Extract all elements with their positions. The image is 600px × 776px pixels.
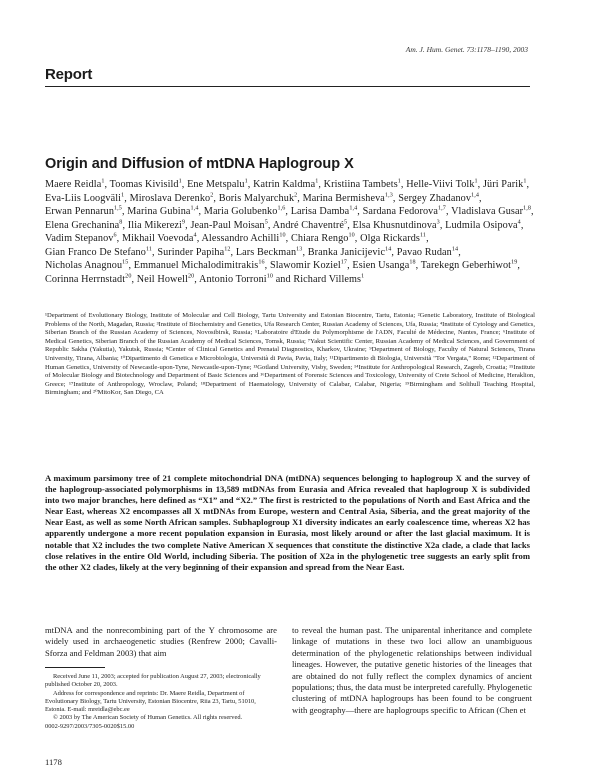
author-name: Esien Usanga$^{18}$, (352, 259, 419, 271)
author-affiliation-marker: 1,4 (349, 205, 358, 212)
author-affiliation-marker: 1,6 (277, 205, 286, 212)
author-name: Toomas Kivisild$^1$, (109, 178, 185, 190)
header-rule (45, 86, 530, 87)
author-affiliation-marker: 1,7 (438, 205, 446, 212)
author-affiliation-marker: 9 (181, 219, 186, 226)
author-affiliation-marker: 2 (210, 192, 214, 199)
author-affiliation-marker: 1 (178, 178, 182, 185)
author-affiliation-marker: 11 (419, 232, 427, 239)
author-name: Marina Gubina$^{1,4}$, (127, 205, 202, 217)
author-affiliation-marker: 14 (385, 246, 392, 253)
author-name: Elena Grechanina$^8$, (45, 219, 126, 231)
author-name: Branka Janicijevic$^{14}$, (307, 246, 395, 258)
author-affiliation-marker: 1,8 (523, 205, 532, 212)
body-right-column: to reveal the human past. The uniparental inheritance and complete linkage of mutations in these two loci allow an unambiguous determination of the phylogenetic relationships between individual lineages. However, the putative genetic histories of the lineages that are obtained do not fully reflect the complex dynamics of ancient populations; thus, the data must be interpreted carefully. Phylogenetic clustering of mtDNA haplogroups has been found to be congruent with geography—there are haplogroups specific to African (Chen et (292, 625, 533, 715)
author-name: Jean-Paul Moisan$^5$, (190, 219, 271, 231)
footnote-address: Address for correspondence and reprints: Dr. Maere Reidla, Department of Evolutionary Biology, Tartu University, Estonian Biocentre, Riia 23, Tartu, 51010, Estonia. E-mail: mreidla@ebc.ee (45, 689, 256, 714)
author-affiliation-marker: 4 (517, 219, 521, 226)
author-affiliation-marker: 20 (187, 273, 195, 280)
author-affiliation-marker: 3 (436, 219, 440, 226)
author-name: Kristiina Tambets$^1$, (323, 178, 404, 190)
author-name: Vladislava Gusar$^{1,8}$, (451, 205, 534, 217)
author-name: and Richard Villems$^1$ (275, 273, 365, 285)
author-name: Gian Franco De Stefano$^{11}$, (45, 246, 155, 258)
author-affiliation-marker: 1,4 (471, 192, 480, 199)
author-affiliation-marker: 1 (315, 178, 319, 185)
author-affiliation-marker: 5 (264, 219, 268, 226)
author-affiliation-marker: 14 (451, 246, 459, 253)
author-affiliation-marker: 19 (511, 259, 518, 266)
affiliations: ¹Department of Evolutionary Biology, Institute of Molecular and Cell Biology, Tartu University and Estonian Biocentre, Tartu, Estonia; ²Genetic Laboratory, Institute of Biological Problems of the North, Magadan, Russia; ³Institute of Biochemistry and Genetics, Ufa Research Center, Russian Academy of Sciences, Ufa, Russia; ⁴Institute of Cytology and Genetics, Siberian Branch of the Russian Academy of Sciences, Novosibirsk, Russia; ⁵Laboratoire d'Etude du Polymorphisme de l'ADN, Faculté de Médecine, Nantes, France; ⁶Institute of Medical Genetics, Siberian Branch of the Russian Academy of Medical Sciences, Tomsk, Russia; ⁷Yakut Scientific Center, Russian Academy of Medical Sciences, and Government of Republic Sakha (Yakutia), Yakutsk, Russia; ⁸Center of Clinical Genetics and Prenatal Diagnostics, Kharkov, Ukraine; ⁹Department of Biology, Faculty of Natural Sciences, Tirana University, Tirana, Albania; ¹⁰Dipartimento di Genetica e Microbiologia, Università di Pavia, Pavia, Italy; ¹¹Dipartimento di Biologia, Università "Tor Vergata," Rome; ¹²Department of Human Genetics, University of Newcastle-upon-Tyne, Newcastle-upon-Tyne; ¹³Gotland University, Visby, Sweden; ¹⁴Institute for Anthropological Research, Zagreb, Croatia; ¹⁵Institute of Molecular Biology and Biotechnology and Department of Basic Sciences and ¹⁶Department of Forensic Sciences and Toxicology, University of Crete School of Medicine, Heraklion, Greece; ¹⁷Institute of Anthropology, Wroclaw, Poland; ¹⁸Department of Haematology, University of Calabar, Calabar, Nigeria; ¹⁹Birmingham and Solihull Teaching Hospital, Birmingham; and ²⁰MitoKor, San Diego, CA (45, 312, 535, 397)
author-affiliation-marker: 1,5 (114, 205, 122, 212)
author-name: Sergey Zhadanov$^{1,4}$, (398, 192, 482, 204)
author-name: Maria Golubenko$^{1,6}$, (203, 205, 289, 217)
author-name: Alessandro Achilli$^{10}$, (201, 232, 289, 244)
page-number: 1178 (45, 757, 62, 767)
footnote-copyright: © 2003 by The American Society of Human Genetics. All rights reserved. (53, 714, 243, 722)
author-name: André Chaventré$^5$, (272, 219, 350, 231)
author-affiliation-marker: 1 (474, 178, 478, 185)
author-name: Mikhail Voevoda$^4$, (121, 232, 200, 244)
author-name: Marina Bermisheva$^{1,3}$, (302, 192, 396, 204)
author-affiliation-marker: 1 (361, 273, 365, 280)
section-label: Report (45, 66, 93, 83)
author-name: Ilia Mikerezi$^9$, (127, 219, 188, 231)
author-affiliation-marker: 12 (224, 246, 231, 253)
author-name: Elsa Khusnutdinova$^3$, (352, 219, 443, 231)
author-name: Erwan Pennarun$^{1,5}$, (45, 205, 125, 217)
author-name: Eva-Liis Loogväli$^1$, (45, 192, 127, 204)
author-affiliation-marker: 18 (409, 259, 416, 266)
author-affiliation-marker: 1 (244, 178, 248, 185)
footnote (45, 673, 277, 731)
author-affiliation-marker: 10 (279, 232, 286, 239)
body-left-column: mtDNA and the nonrecombining part of the Y chromosome are widely used in archaeogenetic studies (Renfrew 2000; Cavalli-Sforza and Feldman 2003) that aim (45, 625, 277, 658)
footnote-issn: 0002-9297/2003/7305-0020$15.00 (45, 722, 135, 730)
author-name: Emmanuel Michalodimitrakis$^{16}$, (133, 259, 268, 271)
author-affiliation-marker: 2 (294, 192, 298, 199)
author-name: Tarekegn Geberhiwot$^{19}$, (420, 259, 521, 271)
author-name: Slawomir Koziel$^{17}$, (269, 259, 350, 271)
author-name: Chiara Rengo$^{10}$, (290, 232, 358, 244)
author-affiliation-marker: 13 (296, 246, 303, 253)
author-name: Nicholas Anagnou$^{15}$, (45, 259, 132, 271)
author-name: Pavao Rudan$^{14}$, (396, 246, 461, 258)
author-affiliation-marker: 11 (145, 246, 153, 253)
author-name: Maere Reidla$^1$, (45, 178, 108, 190)
author-list (45, 178, 535, 286)
author-name: Sardana Fedorova$^{1,7}$, (362, 205, 449, 217)
author-affiliation-marker: 1 (397, 178, 401, 185)
footnote-rule (45, 667, 105, 668)
author-affiliation-marker: 16 (258, 259, 265, 266)
author-name: Vadim Stepanov$^6$, (45, 232, 120, 244)
author-affiliation-marker: 1 (121, 192, 125, 199)
author-affiliation-marker: 10 (348, 232, 355, 239)
author-name: Katrin Kaldma$^1$, (253, 178, 322, 190)
author-name: Helle-Viivi Tolk$^1$, (406, 178, 481, 190)
author-name: Neil Howell$^{20}$, (136, 273, 197, 285)
abstract: A maximum parsimony tree of 21 complete mitochondrial DNA (mtDNA) sequences belonging to haplogroup X and the survey of the haplogroup-associated polymorphisms in 13,589 mtDNAs from Eurasia and Africa revealed that haplogroup X is subdivided into two major branches, here defined as “X1” and “X2.” The first is restricted to the populations of North and East Africa and the Near East, whereas X2 encompasses all X mtDNAs from Europe, western and Central Asia, Siberia, and the great majority of the Near East, as well as some North African samples. Subhaplogroup X1 diversity indicates an early coalescence time, whereas X2 has apparently undergone a more recent population expansion in Eurasia, most likely around or after the last glacial maximum. It is notable that X2 includes the two complete Native American X sequences that constitute the distinctive X2a clade, a clade that lacks close relatives in the entire Old World, including Siberia. The position of X2a in the phylogenetic tree suggests an early split from the other X2 clades, likely at the very beginning of their expansion and spread from the Near East. (45, 473, 530, 572)
author-affiliation-marker: 1 (523, 178, 527, 185)
author-name: Ene Metspalu$^1$, (187, 178, 251, 190)
author-name: Antonio Torroni$^{10}$ (199, 273, 274, 285)
author-name: Ludmila Osipova$^4$, (445, 219, 524, 231)
footnote-received: Received June 11, 2003; accepted for publication August 27, 2003; electronically published October 20, 2003. (45, 673, 261, 689)
author-name: Lars Beckman$^{13}$, (235, 246, 306, 258)
author-affiliation-marker: 6 (113, 232, 117, 239)
author-name: Surinder Papiha$^{12}$, (157, 246, 234, 258)
author-name: Corinna Herrnstadt$^{20}$, (45, 273, 135, 285)
author-affiliation-marker: 5 (344, 219, 348, 226)
author-name: Olga Rickards$^{11}$, (360, 232, 429, 244)
author-affiliation-marker: 17 (340, 259, 348, 266)
author-affiliation-marker: 20 (125, 273, 132, 280)
author-name: Jüri Parik$^1$, (482, 178, 530, 190)
author-affiliation-marker: 1,3 (384, 192, 393, 199)
author-affiliation-marker: 4 (193, 232, 197, 239)
author-affiliation-marker: 10 (266, 273, 274, 280)
author-name: Boris Malyarchuk$^2$, (218, 192, 300, 204)
author-name: Miroslava Derenko$^2$, (129, 192, 217, 204)
journal-reference: Am. J. Hum. Genet. 73:1178–1190, 2003 (405, 45, 528, 54)
author-name: Larisa Damba$^{1,4}$, (290, 205, 360, 217)
article-title: Origin and Diffusion of mtDNA Haplogroup X (45, 156, 354, 172)
author-affiliation-marker: 15 (122, 259, 129, 266)
author-affiliation-marker: 8 (119, 219, 123, 226)
author-affiliation-marker: 1 (101, 178, 105, 185)
author-affiliation-marker: 1,4 (190, 205, 199, 212)
